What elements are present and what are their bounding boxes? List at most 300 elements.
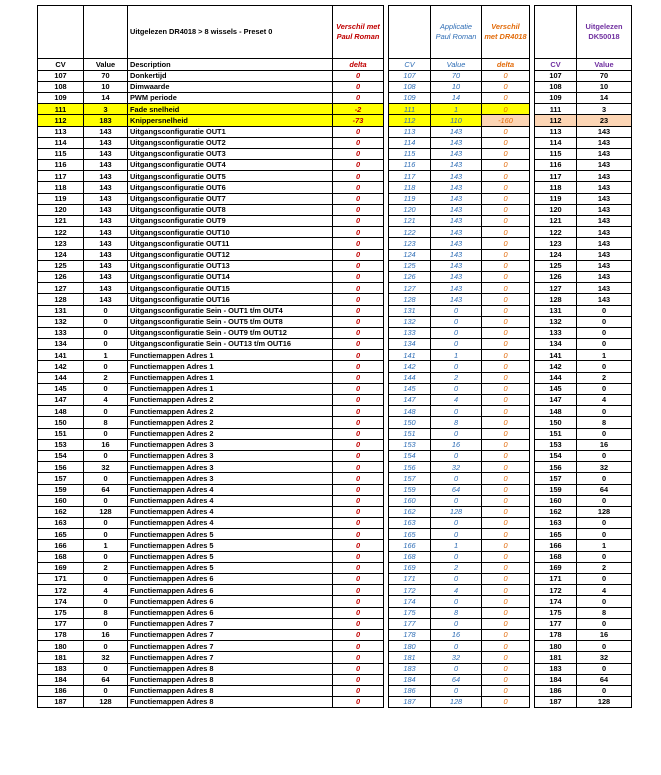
table-row — [38, 70, 632, 81]
cell-delta1: 0 — [333, 450, 384, 461]
cell-value3: 0 — [577, 518, 632, 529]
cell-value3: 143 — [577, 160, 632, 171]
cell-value3: 143 — [577, 171, 632, 182]
cell-cv: 117 — [38, 171, 84, 182]
cell-cv3: 116 — [535, 160, 577, 171]
cell-delta2: 0 — [482, 137, 530, 148]
cell-delta1: 0 — [333, 227, 384, 238]
cell-value3: 143 — [577, 137, 632, 148]
cell-value3: 0 — [577, 428, 632, 439]
cell-description: Fade snelheid — [128, 104, 333, 115]
cell-cv3: 108 — [535, 81, 577, 92]
cell-value3: 0 — [577, 495, 632, 506]
cell-value2: 8 — [431, 607, 482, 618]
cell-description: Functiemappen Adres 3 — [128, 473, 333, 484]
cell-value: 32 — [84, 652, 128, 663]
cell-cv: 147 — [38, 395, 84, 406]
cell-value: 0 — [84, 327, 128, 338]
cell-value3: 143 — [577, 204, 632, 215]
cell-value2: 0 — [431, 473, 482, 484]
cell-cv3: 112 — [535, 115, 577, 126]
table-row — [38, 406, 632, 417]
cell-value2: 32 — [431, 652, 482, 663]
cell-delta1: 0 — [333, 339, 384, 350]
cell-description: Functiemappen Adres 5 — [128, 529, 333, 540]
cell-value2: 110 — [431, 115, 482, 126]
cell-cv3: 150 — [535, 417, 577, 428]
cell-value3: 64 — [577, 484, 632, 495]
cell-delta1: 0 — [333, 540, 384, 551]
cell-value: 0 — [84, 361, 128, 372]
cell-value3: 0 — [577, 596, 632, 607]
cell-cv: 141 — [38, 350, 84, 361]
cell-delta1: 0 — [333, 663, 384, 674]
cell-delta2: 0 — [482, 283, 530, 294]
cell-cv: 177 — [38, 618, 84, 629]
cell-value3: 10 — [577, 81, 632, 92]
cell-cv2: 134 — [389, 339, 431, 350]
cell-delta1: 0 — [333, 428, 384, 439]
cell-value: 0 — [84, 663, 128, 674]
cell-cv2: 124 — [389, 249, 431, 260]
cell-cv2: 144 — [389, 372, 431, 383]
cell-cv3: 125 — [535, 260, 577, 271]
cell-delta2: 0 — [482, 339, 530, 350]
cell-cv2: 119 — [389, 193, 431, 204]
cell-delta2: 0 — [482, 171, 530, 182]
cell-value3: 143 — [577, 249, 632, 260]
cell-description: Functiemappen Adres 6 — [128, 596, 333, 607]
cell-delta2: 0 — [482, 104, 530, 115]
cell-delta1: 0 — [333, 585, 384, 596]
cell-delta1: 0 — [333, 350, 384, 361]
cell-description: Uitgangsconfiguratie Sein - OUT1 t/m OUT4 — [128, 305, 333, 316]
table-row — [38, 540, 632, 551]
cell-delta1: 0 — [333, 160, 384, 171]
cell-cv: 115 — [38, 148, 84, 159]
cell-cv2: 165 — [389, 529, 431, 540]
cell-value: 143 — [84, 271, 128, 282]
cell-description: Functiemappen Adres 1 — [128, 350, 333, 361]
cell-value2: 0 — [431, 339, 482, 350]
cell-cv: 118 — [38, 182, 84, 193]
cell-delta1: 0 — [333, 607, 384, 618]
cell-description: Uitgangsconfiguratie Sein - OUT5 t/m OUT8 — [128, 316, 333, 327]
cell-value3: 0 — [577, 327, 632, 338]
cell-cv2: 120 — [389, 204, 431, 215]
cell-description: Uitgangsconfiguratie OUT9 — [128, 216, 333, 227]
cell-value2: 0 — [431, 428, 482, 439]
cell-cv: 122 — [38, 227, 84, 238]
cell-delta2: 0 — [482, 439, 530, 450]
cell-delta1: 0 — [333, 518, 384, 529]
cell-delta2: 0 — [482, 450, 530, 461]
cell-cv2: 160 — [389, 495, 431, 506]
cell-value: 0 — [84, 316, 128, 327]
table-row — [38, 148, 632, 159]
cell-description: PWM periode — [128, 92, 333, 103]
table-row — [38, 395, 632, 406]
cell-value3: 143 — [577, 182, 632, 193]
cell-delta1: 0 — [333, 81, 384, 92]
cell-delta1: 0 — [333, 629, 384, 640]
cell-value3: 143 — [577, 271, 632, 282]
table-row — [38, 473, 632, 484]
cell-value2: 8 — [431, 417, 482, 428]
cell-cv: 114 — [38, 137, 84, 148]
table-row — [38, 294, 632, 305]
cell-delta1: 0 — [333, 674, 384, 685]
cell-value2: 143 — [431, 271, 482, 282]
cell-delta2: 0 — [482, 249, 530, 260]
cell-value: 4 — [84, 585, 128, 596]
cell-delta2: 0 — [482, 529, 530, 540]
cell-cv3: 151 — [535, 428, 577, 439]
cell-cv2: 178 — [389, 629, 431, 640]
table-row — [38, 641, 632, 652]
cell-cv3: 122 — [535, 227, 577, 238]
col-value2: Value — [431, 59, 482, 71]
cell-delta1: 0 — [333, 562, 384, 573]
cell-cv2: 132 — [389, 316, 431, 327]
cell-cv3: 147 — [535, 395, 577, 406]
header-empty-4 — [535, 6, 577, 59]
cell-value3: 2 — [577, 562, 632, 573]
cell-cv3: 153 — [535, 439, 577, 450]
cell-cv2: 168 — [389, 551, 431, 562]
cell-value3: 128 — [577, 697, 632, 708]
cell-cv2: 166 — [389, 540, 431, 551]
cell-value2: 0 — [431, 618, 482, 629]
cell-cv2: 187 — [389, 697, 431, 708]
cell-value2: 143 — [431, 137, 482, 148]
table-row — [38, 562, 632, 573]
cell-value3: 0 — [577, 663, 632, 674]
cell-cv: 126 — [38, 271, 84, 282]
cell-value2: 143 — [431, 238, 482, 249]
cell-cv3: 159 — [535, 484, 577, 495]
cell-value3: 0 — [577, 551, 632, 562]
cell-value: 143 — [84, 182, 128, 193]
cell-description: Uitgangsconfiguratie OUT8 — [128, 204, 333, 215]
cell-description: Functiemappen Adres 2 — [128, 417, 333, 428]
cell-value: 128 — [84, 506, 128, 517]
cell-value2: 143 — [431, 294, 482, 305]
cell-delta1: 0 — [333, 473, 384, 484]
table-row — [38, 339, 632, 350]
cell-cv: 162 — [38, 506, 84, 517]
cell-cv2: 175 — [389, 607, 431, 618]
cell-value: 143 — [84, 148, 128, 159]
cell-value: 143 — [84, 126, 128, 137]
cell-description: Uitgangsconfiguratie Sein - OUT13 t/m OUT16 — [128, 339, 333, 350]
cell-value3: 32 — [577, 652, 632, 663]
cell-delta1: 0 — [333, 618, 384, 629]
table-row — [38, 585, 632, 596]
cell-cv: 133 — [38, 327, 84, 338]
cell-cv3: 132 — [535, 316, 577, 327]
cell-cv3: 128 — [535, 294, 577, 305]
cell-description: Functiemappen Adres 4 — [128, 495, 333, 506]
cell-delta1: -73 — [333, 115, 384, 126]
cell-value3: 8 — [577, 607, 632, 618]
cell-value2: 143 — [431, 204, 482, 215]
cell-cv: 175 — [38, 607, 84, 618]
cell-cv: 151 — [38, 428, 84, 439]
cell-delta1: 0 — [333, 271, 384, 282]
cell-cv2: 107 — [389, 70, 431, 81]
cell-value: 0 — [84, 339, 128, 350]
table-row — [38, 115, 632, 126]
table-row — [38, 439, 632, 450]
cell-delta1: 0 — [333, 383, 384, 394]
cell-value2: 4 — [431, 395, 482, 406]
table-row — [38, 372, 632, 383]
cell-value3: 3 — [577, 104, 632, 115]
cell-description: Uitgangsconfiguratie OUT6 — [128, 182, 333, 193]
cell-value: 0 — [84, 596, 128, 607]
cell-value3: 143 — [577, 193, 632, 204]
cell-cv3: 111 — [535, 104, 577, 115]
cell-value2: 0 — [431, 641, 482, 652]
cell-cv: 108 — [38, 81, 84, 92]
table-row — [38, 126, 632, 137]
cell-delta1: 0 — [333, 697, 384, 708]
cell-delta1: 0 — [333, 652, 384, 663]
col-cv2: CV — [389, 59, 431, 71]
cell-value3: 32 — [577, 462, 632, 473]
cell-cv3: 187 — [535, 697, 577, 708]
cell-delta2: 0 — [482, 70, 530, 81]
cell-delta2: 0 — [482, 204, 530, 215]
table-row — [38, 529, 632, 540]
cell-cv: 144 — [38, 372, 84, 383]
cell-value: 0 — [84, 495, 128, 506]
cell-cv: 187 — [38, 697, 84, 708]
cell-description: Functiemappen Adres 4 — [128, 518, 333, 529]
table-row — [38, 104, 632, 115]
col-description: Description — [128, 59, 333, 71]
cell-description: Functiemappen Adres 6 — [128, 574, 333, 585]
cell-delta1: 0 — [333, 216, 384, 227]
table-row — [38, 283, 632, 294]
table-row — [38, 260, 632, 271]
cell-delta2: 0 — [482, 81, 530, 92]
cell-cv: 112 — [38, 115, 84, 126]
cell-description: Functiemappen Adres 1 — [128, 383, 333, 394]
cell-value2: 0 — [431, 663, 482, 674]
cell-delta1: 0 — [333, 294, 384, 305]
diff-dr-header: Verschil met DR4018 — [482, 6, 530, 59]
cell-value2: 143 — [431, 182, 482, 193]
cell-cv2: 181 — [389, 652, 431, 663]
cell-delta2: 0 — [482, 350, 530, 361]
cell-cv3: 171 — [535, 574, 577, 585]
cell-cv2: 108 — [389, 81, 431, 92]
cell-cv: 150 — [38, 417, 84, 428]
cell-cv2: 147 — [389, 395, 431, 406]
cell-cv2: 180 — [389, 641, 431, 652]
cell-description: Dimwaarde — [128, 81, 333, 92]
cell-value: 0 — [84, 529, 128, 540]
cell-value: 0 — [84, 685, 128, 696]
cell-cv2: 118 — [389, 182, 431, 193]
cell-value: 14 — [84, 92, 128, 103]
cell-cv3: 141 — [535, 350, 577, 361]
cell-value3: 0 — [577, 473, 632, 484]
cell-delta1: 0 — [333, 462, 384, 473]
cell-cv2: 121 — [389, 216, 431, 227]
cell-value: 1 — [84, 350, 128, 361]
cell-delta1: 0 — [333, 406, 384, 417]
cell-value: 143 — [84, 227, 128, 238]
cell-value2: 0 — [431, 685, 482, 696]
cell-value: 4 — [84, 395, 128, 406]
cell-delta2: 0 — [482, 596, 530, 607]
cell-cv: 142 — [38, 361, 84, 372]
cell-description: Uitgangsconfiguratie Sein - OUT9 t/m OUT12 — [128, 327, 333, 338]
cell-description: Functiemappen Adres 7 — [128, 629, 333, 640]
cell-cv3: 165 — [535, 529, 577, 540]
cell-value2: 64 — [431, 674, 482, 685]
cell-cv3: 109 — [535, 92, 577, 103]
cell-delta2: 0 — [482, 238, 530, 249]
cell-cv2: 133 — [389, 327, 431, 338]
cell-cv: 166 — [38, 540, 84, 551]
cell-cv2: 151 — [389, 428, 431, 439]
cell-value3: 1 — [577, 350, 632, 361]
cell-value3: 0 — [577, 618, 632, 629]
cell-delta1: 0 — [333, 182, 384, 193]
cell-description: Functiemappen Adres 1 — [128, 372, 333, 383]
cell-value3: 143 — [577, 126, 632, 137]
table-row — [38, 383, 632, 394]
cell-delta2: 0 — [482, 383, 530, 394]
cell-value3: 4 — [577, 585, 632, 596]
table-row — [38, 596, 632, 607]
cell-description: Functiemappen Adres 6 — [128, 585, 333, 596]
cell-value2: 0 — [431, 518, 482, 529]
cell-delta2: 0 — [482, 271, 530, 282]
cell-value2: 143 — [431, 216, 482, 227]
cell-description: Functiemappen Adres 7 — [128, 652, 333, 663]
cell-delta1: 0 — [333, 305, 384, 316]
cell-value3: 0 — [577, 685, 632, 696]
cell-delta1: 0 — [333, 193, 384, 204]
cell-value2: 14 — [431, 92, 482, 103]
cell-cv3: 131 — [535, 305, 577, 316]
cell-delta1: 0 — [333, 495, 384, 506]
table-row — [38, 417, 632, 428]
cell-delta1: 0 — [333, 641, 384, 652]
cell-cv3: 145 — [535, 383, 577, 394]
cell-cv: 111 — [38, 104, 84, 115]
cell-cv2: 150 — [389, 417, 431, 428]
cell-value: 128 — [84, 697, 128, 708]
cell-value3: 143 — [577, 283, 632, 294]
cell-value2: 1 — [431, 104, 482, 115]
cell-value: 8 — [84, 607, 128, 618]
cell-cv: 157 — [38, 473, 84, 484]
cell-cv: 159 — [38, 484, 84, 495]
cell-cv: 165 — [38, 529, 84, 540]
cell-value3: 0 — [577, 305, 632, 316]
cell-delta1: 0 — [333, 574, 384, 585]
diff-paul-header: Verschil met Paul Roman — [333, 6, 384, 59]
cell-cv2: 123 — [389, 238, 431, 249]
cell-value2: 0 — [431, 495, 482, 506]
cell-value: 143 — [84, 238, 128, 249]
cell-delta2: 0 — [482, 663, 530, 674]
cell-value3: 4 — [577, 395, 632, 406]
spreadsheet — [37, 5, 632, 708]
cell-value: 64 — [84, 674, 128, 685]
cell-value2: 2 — [431, 372, 482, 383]
cell-description: Functiemappen Adres 4 — [128, 506, 333, 517]
cell-value2: 143 — [431, 283, 482, 294]
cell-delta2: 0 — [482, 417, 530, 428]
cell-cv2: 148 — [389, 406, 431, 417]
col-value: Value — [84, 59, 128, 71]
table-row — [38, 629, 632, 640]
cell-value2: 0 — [431, 305, 482, 316]
cell-cv: 134 — [38, 339, 84, 350]
cell-cv: 116 — [38, 160, 84, 171]
cell-description: Uitgangsconfiguratie OUT10 — [128, 227, 333, 238]
column-header-row — [38, 59, 632, 71]
cell-delta2: 0 — [482, 674, 530, 685]
table-row — [38, 350, 632, 361]
table-row — [38, 450, 632, 461]
cell-value2: 70 — [431, 70, 482, 81]
cell-value3: 143 — [577, 148, 632, 159]
cell-value2: 0 — [431, 450, 482, 461]
cell-delta1: 0 — [333, 529, 384, 540]
cell-value2: 1 — [431, 350, 482, 361]
cell-description: Functiemappen Adres 6 — [128, 607, 333, 618]
cell-cv3: 118 — [535, 182, 577, 193]
header-empty-1 — [38, 6, 84, 59]
cell-cv2: 111 — [389, 104, 431, 115]
cell-value2: 0 — [431, 327, 482, 338]
cell-cv3: 162 — [535, 506, 577, 517]
cell-cv3: 174 — [535, 596, 577, 607]
cell-delta2: 0 — [482, 395, 530, 406]
cell-cv: 107 — [38, 70, 84, 81]
cell-description: Functiemappen Adres 2 — [128, 428, 333, 439]
cell-value: 143 — [84, 160, 128, 171]
cell-cv2: 184 — [389, 674, 431, 685]
table-row — [38, 697, 632, 708]
cell-description: Functiemappen Adres 7 — [128, 641, 333, 652]
cell-delta2: 0 — [482, 551, 530, 562]
cell-delta2: 0 — [482, 574, 530, 585]
cell-value2: 143 — [431, 193, 482, 204]
cell-cv2: 183 — [389, 663, 431, 674]
cell-cv: 123 — [38, 238, 84, 249]
cell-delta1: 0 — [333, 685, 384, 696]
cell-value2: 143 — [431, 227, 482, 238]
cell-delta1: 0 — [333, 484, 384, 495]
cell-delta1: 0 — [333, 506, 384, 517]
cell-cv3: 107 — [535, 70, 577, 81]
cell-delta1: -2 — [333, 104, 384, 115]
cell-cv2: 163 — [389, 518, 431, 529]
table-row — [38, 171, 632, 182]
cell-description: Functiemappen Adres 3 — [128, 450, 333, 461]
cell-delta2: 0 — [482, 585, 530, 596]
cell-delta2: 0 — [482, 160, 530, 171]
